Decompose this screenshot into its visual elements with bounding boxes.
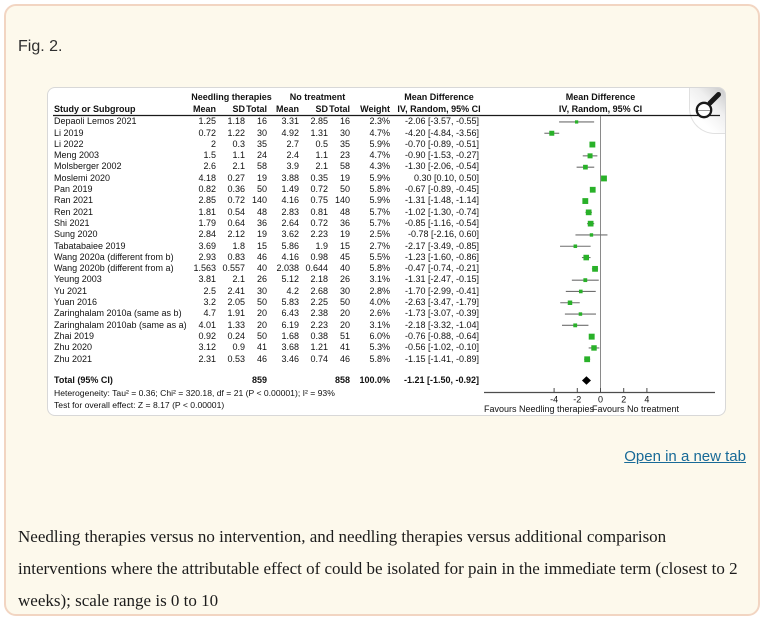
study-value: 0.557 bbox=[222, 263, 245, 274]
effect-marker bbox=[592, 266, 598, 272]
study-value: 0.82 bbox=[198, 184, 216, 195]
study-value: 5.8% bbox=[369, 353, 390, 364]
study-value: -1.73 [-3.07, -0.39] bbox=[404, 308, 479, 319]
study-value: 2.5 bbox=[203, 285, 216, 296]
study-row bbox=[54, 195, 479, 206]
effect-marker bbox=[591, 345, 596, 350]
study-value: 1.563 bbox=[193, 263, 216, 274]
study-value: 2.85 bbox=[310, 116, 328, 127]
study-value: 4.0% bbox=[369, 297, 390, 308]
study-value: 20 bbox=[339, 308, 350, 319]
study-value: 0.64 bbox=[227, 217, 245, 228]
study-value: 45 bbox=[339, 251, 350, 262]
study-value: 0.5 bbox=[315, 138, 328, 149]
study-value: 5.86 bbox=[281, 240, 299, 251]
study-value: 4.16 bbox=[281, 195, 299, 206]
study-value: 35 bbox=[339, 138, 350, 149]
study-value: 1.1 bbox=[315, 150, 328, 161]
study-value: 2.23 bbox=[310, 229, 328, 240]
study-value: 5.9% bbox=[369, 138, 390, 149]
study-name: Zaringhalam 2010ab (same as a) bbox=[54, 319, 187, 330]
heterogeneity-line: Heterogeneity: Tau² = 0.36; Chi² = 320.18, df = 21 (P < 0.00001); I² = 93% bbox=[54, 387, 335, 398]
study-value: 2.64 bbox=[281, 217, 299, 228]
study-value: 1.91 bbox=[227, 308, 245, 319]
study-value: 0.24 bbox=[227, 330, 245, 341]
study-value: 2.41 bbox=[227, 285, 245, 296]
study-value: 2.68 bbox=[310, 285, 328, 296]
study-value: 4.7 bbox=[203, 308, 216, 319]
study-value: 46 bbox=[256, 251, 267, 262]
study-value: 5.9% bbox=[369, 195, 390, 206]
col-mean1: Mean bbox=[192, 104, 216, 114]
study-value: 41 bbox=[256, 342, 267, 353]
study-table-body bbox=[54, 116, 479, 365]
study-value: 2.31 bbox=[198, 353, 216, 364]
study-value: 1.81 bbox=[198, 206, 216, 217]
study-value: 0.98 bbox=[310, 251, 328, 262]
study-name: Zaringhalam 2010a (same as b) bbox=[54, 308, 182, 319]
study-name: Wang 2020a (different from b) bbox=[54, 251, 174, 262]
study-value: -0.76 [-0.88, -0.64] bbox=[404, 330, 479, 341]
study-value: 0.72 bbox=[227, 195, 245, 206]
axis-label: -4 bbox=[550, 394, 559, 405]
study-value: 3.68 bbox=[281, 342, 299, 353]
study-value: 0.30 [0.10, 0.50] bbox=[413, 172, 479, 183]
effect-marker bbox=[584, 356, 590, 362]
study-value: 0.9 bbox=[232, 342, 245, 353]
study-value: 0.54 bbox=[227, 206, 245, 217]
study-value: 2.25 bbox=[310, 297, 328, 308]
study-value: 0.72 bbox=[310, 184, 328, 195]
study-value: 5.5% bbox=[369, 251, 390, 262]
figure-panel bbox=[4, 4, 760, 616]
study-value: 2.93 bbox=[198, 251, 216, 262]
study-value: 16 bbox=[256, 116, 267, 127]
study-value: 0.92 bbox=[198, 330, 216, 341]
study-row bbox=[54, 173, 479, 184]
figure-caption: Needling therapies versus no intervention, and needling therapies versus additional comparison interventions where the attributable effect of could be isolated for pain in the immediate term (closest to 2 weeks); scale range is 0 to 10 bbox=[18, 527, 747, 610]
study-row bbox=[54, 150, 479, 161]
group2-header: No treatment bbox=[289, 92, 346, 102]
study-value: 0.35 bbox=[310, 172, 328, 183]
study-value: -2.17 [-3.49, -0.85] bbox=[404, 240, 479, 251]
study-value: 2.1 bbox=[315, 161, 328, 172]
study-value: 1.68 bbox=[281, 330, 299, 341]
study-name: Wang 2020b (different from a) bbox=[54, 263, 174, 274]
study-value: 30 bbox=[256, 285, 267, 296]
effect-marker bbox=[574, 244, 578, 248]
axis-label: 0 bbox=[597, 394, 604, 405]
study-value: 0.81 bbox=[310, 206, 328, 217]
study-row bbox=[54, 320, 479, 331]
study-name: Zhai 2019 bbox=[54, 330, 95, 341]
study-value: 0.38 bbox=[310, 330, 328, 341]
study-name: Meng 2003 bbox=[54, 150, 100, 161]
md-column-subtitle: IV, Random, 95% CI bbox=[397, 104, 481, 114]
study-name: Sung 2020 bbox=[54, 229, 98, 240]
study-value: 1.33 bbox=[227, 319, 245, 330]
study-value: 41 bbox=[339, 342, 350, 353]
study-value: 16 bbox=[339, 116, 350, 127]
study-name: Yeung 2003 bbox=[54, 274, 102, 285]
study-value: 2.38 bbox=[310, 308, 328, 319]
study-value: 0.53 bbox=[227, 353, 245, 364]
study-value: 2.83 bbox=[281, 206, 299, 217]
study-value: 1.49 bbox=[281, 184, 299, 195]
study-name: Molsberger 2002 bbox=[54, 161, 122, 172]
study-value: 2.12 bbox=[227, 229, 245, 240]
study-value: 0.36 bbox=[227, 184, 245, 195]
study-name: Ran 2021 bbox=[54, 195, 94, 206]
total-n1: 859 bbox=[251, 374, 267, 385]
study-row bbox=[54, 116, 479, 127]
study-value: -0.67 [-0.89, -0.45] bbox=[404, 184, 479, 195]
study-value: 19 bbox=[339, 229, 350, 240]
study-value: -1.02 [-1.30, -0.74] bbox=[404, 206, 479, 217]
effect-marker bbox=[588, 221, 594, 227]
study-value: 0.3 bbox=[232, 138, 245, 149]
effect-marker bbox=[582, 198, 588, 204]
study-value: 2.7 bbox=[286, 138, 299, 149]
study-value: 30 bbox=[339, 127, 350, 138]
study-value: 1.31 bbox=[310, 127, 328, 138]
study-value: 1.8 bbox=[232, 240, 245, 251]
study-value: 30 bbox=[256, 127, 267, 138]
study-value: 1.1 bbox=[232, 150, 245, 161]
study-value: 1.21 bbox=[310, 342, 328, 353]
study-value: 40 bbox=[256, 263, 267, 274]
study-value: 50 bbox=[339, 184, 350, 195]
axis-label: 4 bbox=[644, 394, 650, 405]
col-mean2: Mean bbox=[275, 104, 299, 114]
study-value: 2.8% bbox=[369, 285, 390, 296]
study-value: 5.83 bbox=[281, 297, 299, 308]
effect-marker bbox=[601, 176, 607, 182]
study-value: 0.74 bbox=[310, 353, 328, 364]
study-value: 1.18 bbox=[227, 116, 245, 127]
study-value: 6.0% bbox=[369, 330, 390, 341]
study-value: 5.8% bbox=[369, 263, 390, 274]
open-in-new-tab-link[interactable]: Open in a new tab bbox=[624, 448, 746, 465]
study-value: -1.30 [-2.06, -0.54] bbox=[404, 161, 479, 172]
study-value: 5.12 bbox=[281, 274, 299, 285]
effect-marker bbox=[589, 334, 595, 340]
study-value: 2.6% bbox=[369, 308, 390, 319]
study-value: 19 bbox=[256, 172, 267, 183]
study-row bbox=[54, 252, 479, 263]
study-value: -1.31 [-2.47, -0.15] bbox=[404, 274, 479, 285]
study-value: 35 bbox=[256, 138, 267, 149]
study-name: Pan 2019 bbox=[54, 184, 93, 195]
study-row bbox=[54, 354, 479, 365]
study-value: 0.75 bbox=[310, 195, 328, 206]
study-value: -0.90 [-1.53, -0.27] bbox=[404, 150, 479, 161]
study-value: 3.46 bbox=[281, 353, 299, 364]
study-row bbox=[54, 229, 479, 240]
magnifier-icon[interactable] bbox=[693, 91, 723, 121]
study-value: 36 bbox=[256, 217, 267, 228]
study-value: -0.70 [-0.89, -0.51] bbox=[404, 138, 479, 149]
axis-label: Favours Needling therapies bbox=[483, 404, 595, 414]
study-value: 23 bbox=[339, 150, 350, 161]
study-value: 4.7% bbox=[369, 127, 390, 138]
col-study: Study or Subgroup bbox=[54, 104, 136, 114]
study-value: 20 bbox=[339, 319, 350, 330]
plot-title: Mean Difference bbox=[565, 92, 636, 102]
study-row bbox=[54, 218, 479, 229]
axis-label: -2 bbox=[573, 394, 582, 405]
md-column-title: Mean Difference bbox=[404, 92, 474, 102]
study-value: 2.05 bbox=[227, 297, 245, 308]
study-value: 3.1% bbox=[369, 274, 390, 285]
study-value: -1.31 [-1.48, -1.14] bbox=[404, 195, 479, 206]
study-row bbox=[54, 274, 479, 285]
study-value: 5.7% bbox=[369, 206, 390, 217]
study-row bbox=[54, 207, 479, 218]
study-value: 4.3% bbox=[369, 161, 390, 172]
study-value: 2.84 bbox=[198, 229, 216, 240]
study-row bbox=[54, 128, 479, 139]
study-value: 26 bbox=[339, 274, 350, 285]
study-value: 3.69 bbox=[198, 240, 216, 251]
total-weight: 100.0% bbox=[359, 374, 390, 385]
axis-label: 2 bbox=[621, 394, 627, 405]
study-value: 3.9 bbox=[286, 161, 299, 172]
study-value: 46 bbox=[256, 353, 267, 364]
study-row bbox=[54, 331, 479, 342]
total-n2: 858 bbox=[334, 374, 350, 385]
study-name: Shi 2021 bbox=[54, 217, 90, 228]
study-value: 2.85 bbox=[198, 195, 216, 206]
axis-label: Favours No treatment bbox=[591, 404, 680, 414]
study-value: -1.23 [-1.60, -0.86] bbox=[404, 251, 479, 262]
study-value: 48 bbox=[256, 206, 267, 217]
study-value: 4.18 bbox=[198, 172, 216, 183]
study-value: 48 bbox=[339, 206, 350, 217]
study-value: 5.8% bbox=[369, 184, 390, 195]
study-value: 2.038 bbox=[276, 263, 299, 274]
study-value: 26 bbox=[256, 274, 267, 285]
study-value: -4.20 [-4.84, -3.56] bbox=[404, 127, 479, 138]
col-sd1: SD bbox=[232, 104, 245, 114]
study-value: 1.22 bbox=[227, 127, 245, 138]
study-value: 0.83 bbox=[227, 251, 245, 262]
study-value: 2 bbox=[210, 138, 216, 149]
study-value: 2.1 bbox=[232, 161, 245, 172]
study-value: -1.70 [-2.99, -0.41] bbox=[404, 285, 479, 296]
col-total1: Total bbox=[246, 104, 267, 114]
study-value: 20 bbox=[256, 319, 267, 330]
col-total2: Total bbox=[329, 104, 350, 114]
study-name: Depaoli Lemos 2021 bbox=[54, 116, 137, 127]
study-name: Li 2019 bbox=[54, 127, 84, 138]
effect-marker bbox=[583, 165, 588, 170]
study-value: 1.79 bbox=[198, 217, 216, 228]
group1-header: Needling therapies bbox=[191, 92, 272, 102]
study-value: 4.7% bbox=[369, 150, 390, 161]
study-row bbox=[54, 297, 479, 308]
study-value: 0.644 bbox=[305, 263, 328, 274]
study-value: 46 bbox=[339, 353, 350, 364]
total-row bbox=[54, 375, 479, 386]
study-value: 50 bbox=[339, 297, 350, 308]
study-value: 1.5 bbox=[203, 150, 216, 161]
study-name: Moslemi 2020 bbox=[54, 172, 111, 183]
figure-label: Fig. 2. bbox=[18, 38, 63, 55]
study-value: 5.3% bbox=[369, 342, 390, 353]
effect-marker bbox=[568, 301, 572, 305]
effect-marker bbox=[586, 209, 592, 215]
study-value: 15 bbox=[256, 240, 267, 251]
effect-marker bbox=[573, 323, 577, 327]
study-value: 3.31 bbox=[281, 116, 299, 127]
study-value: 6.43 bbox=[281, 308, 299, 319]
study-name: Li 2022 bbox=[54, 138, 84, 149]
study-value: 58 bbox=[339, 161, 350, 172]
effect-marker bbox=[583, 255, 589, 261]
study-value: 5.9% bbox=[369, 172, 390, 183]
effect-marker bbox=[590, 233, 593, 236]
study-name: Zhu 2021 bbox=[54, 353, 93, 364]
study-value: 19 bbox=[339, 172, 350, 183]
total-ci: -1.21 [-1.50, -0.92] bbox=[403, 374, 479, 385]
study-value: 3.62 bbox=[281, 229, 299, 240]
study-value: 36 bbox=[339, 217, 350, 228]
study-name: Zhu 2020 bbox=[54, 342, 93, 353]
study-row bbox=[54, 241, 479, 252]
effect-marker bbox=[575, 120, 578, 123]
study-row bbox=[54, 161, 479, 172]
study-value: 4.92 bbox=[281, 127, 299, 138]
study-value: 3.88 bbox=[281, 172, 299, 183]
effect-marker bbox=[589, 142, 595, 148]
study-row bbox=[54, 286, 479, 297]
study-name: Yu 2021 bbox=[54, 285, 88, 296]
study-value: 50 bbox=[256, 330, 267, 341]
plot-subtitle: IV, Random, 95% CI bbox=[558, 104, 643, 114]
study-value: 4.01 bbox=[198, 319, 216, 330]
total-label: Total (95% CI) bbox=[54, 374, 113, 385]
study-value: 58 bbox=[256, 161, 267, 172]
study-value: 20 bbox=[256, 308, 267, 319]
study-value: -1.15 [-1.41, -0.89] bbox=[404, 353, 479, 364]
study-value: 0.27 bbox=[227, 172, 245, 183]
study-name: Ren 2021 bbox=[54, 206, 94, 217]
study-value: 3.81 bbox=[198, 274, 216, 285]
study-value: -0.78 [-2.16, 0.60] bbox=[407, 229, 479, 240]
study-row bbox=[54, 263, 479, 274]
study-value: 140 bbox=[251, 195, 267, 206]
study-value: 2.7% bbox=[369, 240, 390, 251]
study-row bbox=[54, 342, 479, 353]
study-value: 51 bbox=[339, 330, 350, 341]
study-value: -2.63 [-3.47, -1.79] bbox=[404, 297, 479, 308]
study-name: Yuan 2016 bbox=[54, 297, 98, 308]
study-value: -2.06 [-3.57, -0.55] bbox=[404, 116, 479, 127]
study-value: 1.9 bbox=[315, 240, 328, 251]
study-value: -0.47 [-0.74, -0.21] bbox=[404, 263, 479, 274]
effect-marker bbox=[583, 278, 587, 282]
study-value: 15 bbox=[339, 240, 350, 251]
study-row bbox=[54, 184, 479, 195]
effect-marker bbox=[579, 312, 582, 315]
study-value: 50 bbox=[256, 297, 267, 308]
study-value: 5.7% bbox=[369, 217, 390, 228]
study-value: 2.18 bbox=[310, 274, 328, 285]
study-value: 6.19 bbox=[281, 319, 299, 330]
study-value: 2.4 bbox=[286, 150, 299, 161]
study-value: 1.25 bbox=[198, 116, 216, 127]
study-row bbox=[54, 139, 479, 150]
study-value: 30 bbox=[339, 285, 350, 296]
study-value: 40 bbox=[339, 263, 350, 274]
study-value: -2.18 [-3.32, -1.04] bbox=[404, 319, 479, 330]
study-value: 3.1% bbox=[369, 319, 390, 330]
col-weight: Weight bbox=[360, 104, 390, 114]
overall-effect-line: Test for overall effect: Z = 8.17 (P < 0.00001) bbox=[54, 399, 225, 410]
study-value: 3.12 bbox=[198, 342, 216, 353]
study-value: 50 bbox=[256, 184, 267, 195]
study-value: -0.56 [-1.02, -0.10] bbox=[404, 342, 479, 353]
study-value: 24 bbox=[256, 150, 267, 161]
study-value: 2.1 bbox=[232, 274, 245, 285]
study-value: 3.2 bbox=[203, 297, 216, 308]
study-value: 0.72 bbox=[198, 127, 216, 138]
study-name: Tabatabaiee 2019 bbox=[54, 240, 126, 251]
study-value: 140 bbox=[334, 195, 350, 206]
study-value: 2.6 bbox=[203, 161, 216, 172]
study-value: 2.3% bbox=[369, 116, 390, 127]
effect-marker bbox=[579, 290, 583, 294]
study-value: -0.85 [-1.16, -0.54] bbox=[404, 217, 479, 228]
study-value: 19 bbox=[256, 229, 267, 240]
study-value: 2.5% bbox=[369, 229, 390, 240]
study-value: 2.23 bbox=[310, 319, 328, 330]
study-value: 4.16 bbox=[281, 251, 299, 262]
study-value: 4.2 bbox=[286, 285, 299, 296]
col-sd2: SD bbox=[315, 104, 328, 114]
forest-plot-figure[interactable] bbox=[47, 87, 726, 416]
effect-marker bbox=[549, 131, 554, 136]
study-value: 0.72 bbox=[310, 217, 328, 228]
effect-marker bbox=[590, 187, 596, 193]
effect-marker bbox=[588, 153, 593, 158]
summary-diamond bbox=[582, 376, 591, 384]
study-row bbox=[54, 308, 479, 319]
